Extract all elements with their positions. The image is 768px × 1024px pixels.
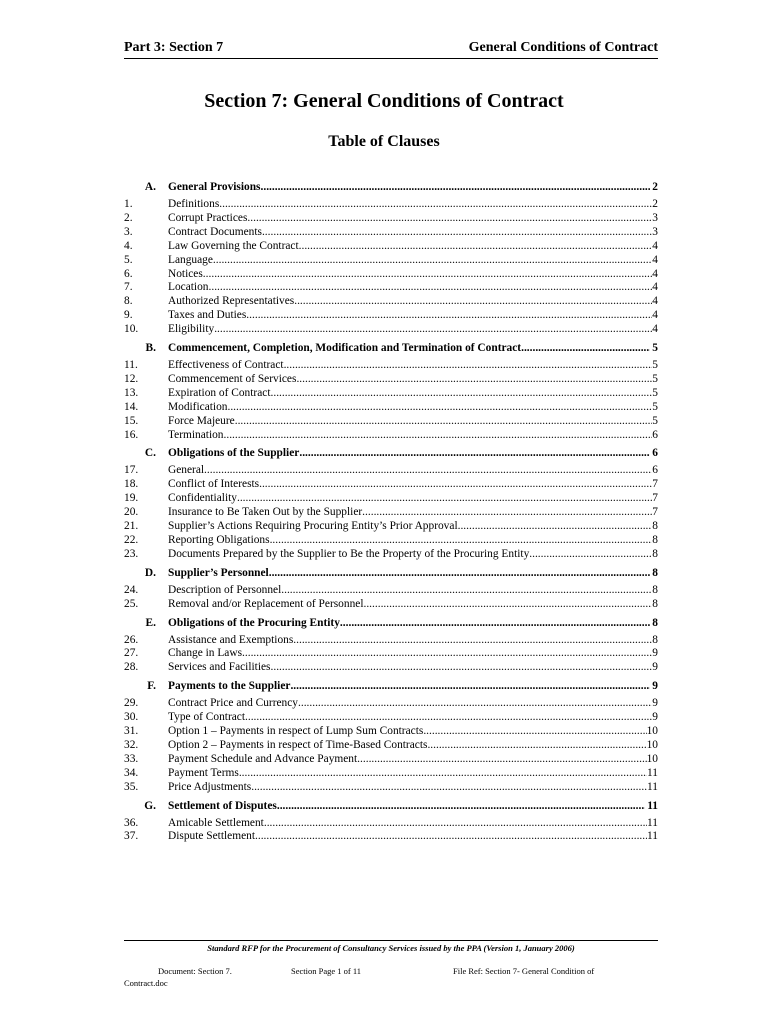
toc-clause-number: 28.	[124, 661, 139, 674]
toc-entry-title: Payments to the Supplier	[168, 680, 291, 693]
toc-page-number: 5	[652, 372, 658, 385]
toc-clause-row	[0, 386, 768, 400]
toc-clause-row	[0, 211, 768, 225]
toc-entry[interactable]	[168, 372, 658, 386]
toc-section-letter: B.	[145, 342, 156, 354]
toc-clause-row	[0, 738, 768, 752]
toc-entry-title: Language	[168, 253, 213, 266]
toc-clause-row	[0, 816, 768, 830]
toc-clause-row	[0, 519, 768, 533]
toc-dot-leader	[296, 372, 652, 386]
toc-page-number: 5	[652, 386, 658, 399]
toc-dot-leader	[246, 308, 652, 322]
toc-entry-title: General Provisions	[168, 181, 261, 193]
toc-dot-leader	[227, 400, 652, 414]
toc-entry[interactable]	[168, 533, 658, 547]
toc-clause-row	[0, 533, 768, 547]
toc-dot-leader	[261, 180, 651, 194]
toc-section-letter: A.	[144, 181, 156, 193]
toc-dot-leader	[209, 280, 653, 294]
toc-clause-number: 22.	[124, 533, 139, 546]
toc-clause-row	[0, 724, 768, 738]
toc-clause-row	[0, 710, 768, 724]
toc-dot-leader	[204, 463, 652, 477]
toc-clause-row	[0, 752, 768, 766]
toc-entry-title: Dispute Settlement	[168, 830, 255, 843]
toc-dot-leader	[293, 633, 652, 647]
toc-dot-leader	[423, 724, 646, 738]
toc-dot-leader	[242, 646, 652, 660]
toc-dot-leader	[251, 780, 647, 794]
toc-dot-leader	[277, 799, 645, 813]
toc-clause-row	[0, 358, 768, 372]
toc-entry[interactable]	[168, 446, 658, 460]
toc-clause-number: 13.	[124, 386, 139, 399]
toc-entry[interactable]	[168, 253, 658, 267]
toc-dot-leader	[281, 583, 652, 597]
toc-clause-number: 17.	[124, 464, 139, 477]
toc-clause-number: 37.	[124, 830, 139, 843]
toc-entry[interactable]	[168, 280, 658, 294]
toc-entry-title: Documents Prepared by the Supplier to Be the Property of the Procuring Entity	[168, 547, 530, 560]
header-document-title: General Conditions of Contract	[468, 40, 658, 55]
toc-clause-number: 18.	[124, 478, 139, 491]
toc-entry[interactable]	[168, 308, 658, 322]
toc-entry-title: Effectiveness of Contract	[168, 359, 284, 371]
toc-clause-row	[0, 322, 768, 336]
footer-section-page: Section Page 1 of 11	[291, 966, 362, 976]
toc-page-number: 4	[652, 281, 658, 294]
toc-clause-row	[0, 308, 768, 322]
toc-clause-number: 24.	[124, 583, 139, 596]
toc-clause-row	[0, 428, 768, 442]
toc-section-letter: F.	[147, 680, 156, 693]
toc-page-number: 11	[647, 816, 658, 829]
toc-entry[interactable]	[168, 197, 658, 211]
toc-clause-row	[0, 280, 768, 294]
toc-dot-leader	[357, 752, 646, 766]
toc-clause-number: 11.	[124, 359, 138, 371]
toc-clause-row	[0, 414, 768, 428]
toc-dot-leader	[203, 267, 653, 281]
toc-entry-title: Settlement of Disputes	[168, 799, 277, 812]
toc-page-number: 5	[652, 414, 658, 427]
toc-page-number: 3	[652, 225, 658, 238]
toc-clause-number: 34.	[124, 766, 139, 779]
toc-clause-row	[0, 463, 768, 477]
toc-dot-leader	[290, 679, 650, 693]
toc-clause-number: 19.	[124, 492, 139, 505]
toc-section-row	[0, 566, 768, 580]
toc-entry-title: Removal and/or Replacement of Personnel	[168, 597, 364, 610]
toc-entry-title: Commencement of Services	[168, 372, 297, 385]
toc-clause-number: 20.	[124, 506, 139, 519]
toc-dot-leader	[294, 294, 652, 308]
toc-clause-row	[0, 225, 768, 239]
toc-clause-row	[0, 646, 768, 660]
toc-section-row	[0, 180, 768, 194]
toc-dot-leader	[259, 477, 652, 491]
toc-clause-row	[0, 253, 768, 267]
toc-clause-number: 5.	[124, 253, 133, 266]
toc-page-number: 3	[652, 211, 658, 224]
toc-dot-leader	[224, 428, 653, 442]
toc-page-number: 11	[647, 830, 658, 843]
toc-page-number: 8	[652, 520, 658, 532]
toc-dot-leader	[269, 566, 651, 580]
toc-entry-title: Notices	[168, 267, 203, 280]
toc-entry-title: Expiration of Contract	[168, 386, 271, 399]
toc-entry[interactable]	[168, 358, 658, 372]
toc-dot-leader	[214, 322, 652, 336]
toc-page-number: 8	[652, 597, 658, 610]
toc-page-number: 10	[646, 752, 658, 765]
toc-entry-title: Description of Personnel	[168, 583, 282, 596]
toc-entry[interactable]	[168, 738, 658, 752]
toc-page-number: 4	[652, 295, 658, 308]
toc-dot-leader	[529, 547, 652, 561]
toc-entry[interactable]	[168, 597, 658, 611]
toc-clause-row	[0, 547, 768, 561]
toc-page-number: 9	[652, 661, 658, 674]
toc-entry[interactable]	[168, 766, 658, 780]
toc-dot-leader	[271, 386, 653, 400]
toc-entry[interactable]	[168, 799, 658, 813]
toc-entry[interactable]	[168, 547, 658, 561]
toc-entry[interactable]	[168, 660, 658, 674]
toc-clause-row	[0, 239, 768, 253]
toc-clause-number: 14.	[124, 400, 139, 413]
toc-entry[interactable]	[168, 414, 658, 428]
toc-page-number: 4	[652, 309, 658, 322]
toc-entry[interactable]	[168, 752, 658, 766]
toc-clause-row	[0, 766, 768, 780]
toc-clause-number: 27.	[124, 647, 139, 660]
toc-section-row	[0, 616, 768, 630]
toc-dot-leader	[213, 253, 652, 267]
toc-page-number: 8	[652, 583, 658, 596]
toc-page-number: 6	[652, 428, 658, 441]
toc-clause-number: 25.	[124, 597, 139, 610]
toc-dot-leader	[298, 696, 652, 710]
toc-entry[interactable]	[168, 491, 658, 505]
toc-clause-number: 35.	[124, 780, 139, 793]
footer-note: Standard RFP for the Procurement of Consultancy Services issued by the PPA (Version 1, January 2006)	[207, 943, 575, 953]
toc-entry-title: Change in Laws	[168, 647, 243, 660]
toc-clause-row	[0, 197, 768, 211]
toc-page-number: 5	[652, 359, 658, 371]
toc-entry[interactable]	[168, 386, 658, 400]
toc-dot-leader	[239, 766, 647, 780]
toc-entry-title: Price Adjustments	[168, 780, 252, 793]
toc-entry-title: Amicable Settlement	[168, 816, 264, 829]
toc-page-number: 7	[652, 492, 658, 505]
toc-entry[interactable]	[168, 646, 658, 660]
toc-entry[interactable]	[168, 428, 658, 442]
toc-dot-leader	[299, 446, 650, 460]
toc-entry[interactable]	[168, 477, 658, 491]
toc-entry-title: Payment Schedule and Advance Payment	[168, 752, 358, 765]
toc-entry[interactable]	[168, 679, 658, 693]
toc-entry-title: Obligations of the Supplier	[168, 447, 300, 460]
footer-file-ref-continued: Contract.doc	[124, 978, 168, 988]
toc-clause-number: 26.	[124, 633, 139, 646]
toc-page-number: 8	[652, 547, 658, 560]
toc-dot-leader	[235, 414, 653, 428]
toc-clause-number: 8.	[124, 295, 133, 308]
toc-page-number: 9	[652, 711, 658, 724]
toc-entry[interactable]	[168, 505, 658, 519]
toc-clause-number: 3.	[124, 225, 133, 238]
toc-clause-number: 29.	[124, 697, 139, 710]
toc-entry-title: Contract Documents	[168, 225, 262, 238]
toc-entry[interactable]	[168, 724, 658, 738]
toc-entry[interactable]	[168, 239, 658, 253]
toc-entry-title: Reporting Obligations	[168, 533, 270, 546]
toc-page-number: 4	[652, 239, 658, 252]
toc-page-number: 4	[652, 267, 658, 280]
toc-clause-row	[0, 372, 768, 386]
toc-page-number: 10	[646, 725, 658, 737]
footer-divider	[124, 940, 658, 941]
toc-clause-row	[0, 829, 768, 843]
toc-dot-leader	[340, 616, 650, 630]
toc-entry-title: Corrupt Practices	[168, 211, 248, 224]
toc-clause-row	[0, 633, 768, 647]
toc-section-letter: C.	[144, 447, 156, 460]
toc-page-number: 9	[652, 647, 658, 660]
toc-entry-title: Force Majeure	[168, 414, 235, 427]
toc-entry-title: Supplier’s Personnel	[168, 566, 269, 579]
toc-entry[interactable]	[168, 696, 658, 710]
toc-dot-leader	[521, 341, 650, 355]
toc-page-number: 10	[646, 738, 658, 751]
toc-page-number: 4	[652, 323, 658, 336]
toc-entry-title: Confidentiality	[168, 492, 237, 505]
toc-page-number: 7	[652, 478, 658, 491]
toc-entry[interactable]	[168, 463, 658, 477]
running-header	[124, 40, 658, 59]
toc-clause-number: 4.	[124, 239, 133, 252]
toc-dot-leader	[247, 211, 652, 225]
toc-entry-title: Type of Contract	[168, 711, 246, 724]
toc-clause-number: 30.	[124, 711, 139, 724]
toc-clause-row	[0, 400, 768, 414]
footer-document: Document: Section 7.	[158, 966, 232, 976]
toc-clause-number: 32.	[124, 738, 139, 751]
toc-clause-row	[0, 597, 768, 611]
toc-entry-title: Commencement, Completion, Modification and Termination of Contract	[168, 342, 522, 354]
toc-clause-row	[0, 583, 768, 597]
toc-entry[interactable]	[168, 267, 658, 281]
toc-clause-number: 2.	[124, 211, 133, 224]
toc-clause-row	[0, 696, 768, 710]
toc-entry[interactable]	[168, 322, 658, 336]
toc-entry-title: Authorized Representatives	[168, 295, 295, 308]
toc-section-letter: G.	[144, 799, 156, 812]
toc-entry-title: Law Governing the Contract	[168, 239, 299, 252]
toc-entry-title: Option 1 – Payments in respect of Lump Sum Contracts	[168, 725, 424, 737]
toc-page-number: 4	[652, 253, 658, 266]
toc-dot-leader	[219, 197, 652, 211]
toc-entry[interactable]	[168, 341, 658, 355]
toc-page-number: 5	[652, 342, 658, 354]
toc-section-row	[0, 341, 768, 355]
toc-page-number: 11	[647, 799, 658, 812]
header-part-label: Part 3: Section 7	[124, 40, 224, 55]
toc-section-letter: D.	[144, 566, 156, 579]
toc-entry-title: Services and Facilities	[168, 661, 271, 674]
toc-entry-title: Eligibility	[168, 323, 215, 336]
toc-section-row	[0, 446, 768, 460]
toc-page-number: 2	[652, 181, 658, 193]
toc-entry-title: Contract Price and Currency	[168, 697, 298, 710]
toc-clause-number: 1.	[124, 198, 133, 210]
toc-clause-number: 23.	[124, 547, 139, 560]
toc-dot-leader	[299, 239, 653, 253]
toc-dot-leader	[237, 491, 652, 505]
toc-entry[interactable]	[168, 583, 658, 597]
toc-page-number: 11	[647, 780, 658, 793]
toc-page-number: 6	[652, 464, 658, 477]
toc-page-number: 5	[652, 400, 658, 413]
toc-page-number: 8	[652, 566, 658, 579]
toc-entry[interactable]	[168, 780, 658, 794]
toc-dot-leader	[262, 225, 652, 239]
toc-entry-title: Modification	[168, 400, 228, 413]
toc-entry[interactable]	[168, 829, 658, 843]
toc-clause-row	[0, 294, 768, 308]
toc-entry[interactable]	[168, 519, 658, 533]
toc-dot-leader	[271, 660, 653, 674]
toc-entry[interactable]	[168, 633, 658, 647]
toc-page-number: 6	[652, 447, 658, 460]
toc-clause-number: 16.	[124, 428, 139, 441]
toc-entry[interactable]	[168, 710, 658, 724]
toc-clause-row	[0, 491, 768, 505]
toc-entry-title: Definitions	[168, 198, 220, 210]
toc-page-number: 11	[647, 766, 658, 779]
toc-clause-number: 33.	[124, 752, 139, 765]
toc-entry-title: Termination	[168, 428, 224, 441]
page-subtitle: Table of Clauses	[328, 133, 440, 150]
toc-page-number: 8	[652, 533, 658, 546]
toc-section-letter: E.	[145, 616, 156, 629]
toc-clause-row	[0, 267, 768, 281]
toc-page-number: 8	[652, 633, 658, 646]
toc-entry-title: Insurance to Be Taken Out by the Supplier	[168, 506, 363, 519]
toc-clause-row	[0, 477, 768, 491]
toc-page-number: 8	[652, 616, 658, 629]
toc-entry[interactable]	[168, 816, 658, 830]
toc-entry-title: Taxes and Duties	[168, 309, 247, 322]
toc-dot-leader	[362, 505, 652, 519]
toc-clause-number: 6.	[124, 267, 133, 280]
toc-entry-title: Assistance and Exemptions	[168, 633, 294, 646]
toc-entry-title: Location	[168, 281, 209, 294]
toc-clause-row	[0, 505, 768, 519]
toc-dot-leader	[270, 533, 653, 547]
toc-entry[interactable]	[168, 180, 658, 194]
toc-page-number: 9	[652, 697, 658, 710]
toc-clause-row	[0, 660, 768, 674]
toc-section-row	[0, 679, 768, 693]
toc-entry-title: Option 2 – Payments in respect of Time-Based Contracts	[168, 738, 428, 751]
toc-dot-leader	[264, 816, 647, 830]
toc-dot-leader	[245, 710, 652, 724]
toc-clause-number: 15.	[124, 414, 139, 427]
page-title: Section 7: General Conditions of Contract	[204, 90, 564, 112]
toc-page-number: 9	[652, 680, 658, 693]
toc-clause-number: 10.	[124, 323, 139, 336]
toc-entry-title: Payment Terms	[168, 766, 239, 779]
toc-entry-title: General	[168, 464, 205, 477]
toc-page-number: 7	[652, 506, 658, 519]
toc-dot-leader	[363, 597, 652, 611]
toc-clause-number: 31.	[124, 725, 139, 737]
toc-entry[interactable]	[168, 616, 658, 630]
toc-clause-number: 21.	[124, 520, 139, 532]
footer-file-ref: File Ref: Section 7- General Condition of	[453, 966, 595, 976]
toc-dot-leader	[458, 519, 653, 533]
toc-entry-title: Obligations of the Procuring Entity	[168, 616, 340, 629]
toc-dot-leader	[255, 829, 647, 843]
toc-clause-number: 9.	[124, 309, 133, 322]
toc-clause-number: 7.	[124, 281, 133, 294]
toc-clause-row	[0, 780, 768, 794]
toc-entry[interactable]	[168, 211, 658, 225]
toc-entry[interactable]	[168, 566, 658, 580]
toc-dot-leader	[427, 738, 646, 752]
toc-entry-title: Supplier’s Actions Requiring Procuring Entity’s Prior Approval	[168, 520, 458, 532]
toc-clause-number: 36.	[124, 816, 139, 829]
toc-dot-leader	[284, 358, 653, 372]
toc-entry[interactable]	[168, 400, 658, 414]
toc-page-number: 2	[652, 198, 658, 210]
toc-clause-number: 12.	[124, 372, 139, 385]
toc-entry-title: Conflict of Interests	[168, 478, 260, 491]
toc-entry[interactable]	[168, 225, 658, 239]
toc-entry[interactable]	[168, 294, 658, 308]
toc-section-row	[0, 799, 768, 813]
